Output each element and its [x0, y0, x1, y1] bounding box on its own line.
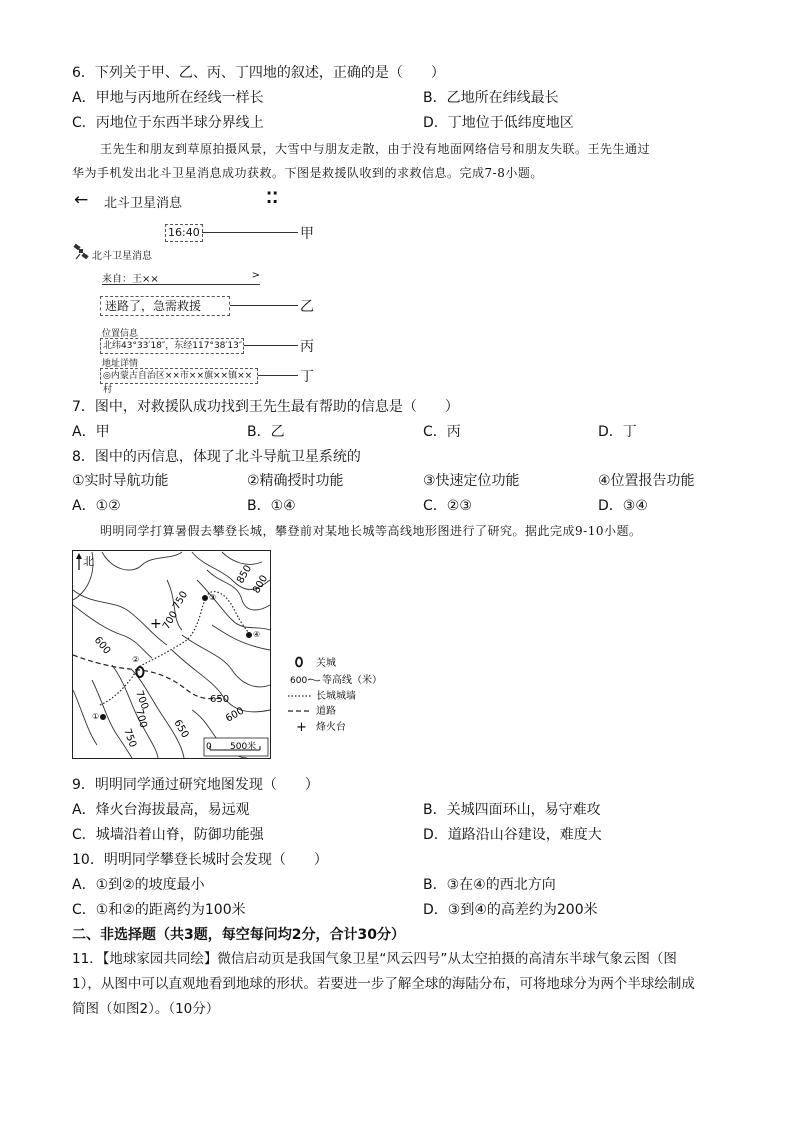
point-label-1: ① — [92, 712, 100, 721]
from-arrow-icon: > — [251, 270, 260, 281]
contour-label-700-low: 700 — [133, 707, 149, 730]
q8-stem: 8．图中的丙信息，体现了北斗导航卫星系统的 — [72, 449, 361, 465]
passage-9-10: 明明同学打算暑假去攀登长城，攀登前对某地长城等高线地形图进行了研究。据此完成9-10小题。 — [100, 524, 642, 538]
contour-label-650-low: 650 — [171, 718, 191, 741]
q6-stem: 6．下列关于甲、乙、丙、丁四地的叙述，正确的是（ ） — [72, 65, 445, 81]
legend-beacon: 烽火台 — [316, 722, 346, 733]
time-box — [165, 224, 203, 242]
back-arrow-icon: ← — [74, 190, 89, 210]
coords-text: 北纬43°33′18″，东经117°38′13″ — [103, 341, 243, 351]
contour-map-svg — [72, 550, 382, 762]
address-title: 地址详情 — [102, 359, 139, 369]
svg-text:+: + — [296, 720, 307, 735]
coords-box — [100, 338, 244, 354]
label-ding: 丁 — [300, 369, 314, 385]
menu-dots-icon: ⁚⁚ — [266, 188, 279, 207]
q7-stem: 7．图中，对救援队成功找到王先生最有帮助的信息是（ ） — [72, 399, 459, 415]
contour-label-750-top: 750 — [171, 589, 191, 612]
label-bing: 丙 — [300, 339, 314, 355]
point-label-3: ③ — [209, 593, 217, 602]
from-text: 来自：王×× — [102, 274, 159, 285]
q10-stem: 10．明明同学攀登长城时会发现（ ） — [72, 852, 328, 868]
q8-option-c: C．②③ — [423, 498, 472, 514]
q11-line1: 11．【地球家园共同绘】微信启动页是我国气象卫星“风云四号”从太空拍摄的高清东半球气象云图（图 — [72, 951, 677, 967]
section-2-heading: 二、非选择题（共3题，每空每问均2分，合计30分） — [72, 927, 405, 943]
from-line — [102, 270, 260, 285]
address-text: ◎内蒙古自治区××市××旗××镇××村 — [103, 371, 253, 395]
q8-option-d: D．③④ — [598, 498, 648, 514]
q8-function-1: ①实时导航功能 — [72, 473, 169, 489]
location-title: 位置信息 — [102, 329, 139, 339]
message-text: 迷路了，急需救援 — [105, 299, 202, 313]
q8-function-3: ③快速定位功能 — [423, 473, 520, 489]
legend-contour: 等高线（米） — [322, 675, 382, 686]
contour-label-700-top: 700 — [161, 609, 181, 632]
contour-map-figure — [72, 550, 382, 762]
point-label-2: ② — [132, 655, 140, 664]
beidou-message-figure — [70, 186, 330, 395]
q6-option-c: C．丙地位于东西半球分界线上 — [72, 115, 264, 131]
leader-line-jia — [202, 232, 298, 233]
contour-label-700-bottom: 700 — [133, 689, 151, 711]
point-label-4: ④ — [253, 630, 261, 639]
address-box — [100, 368, 258, 395]
legend-contour-value: 600 — [290, 676, 308, 686]
label-jia: 甲 — [300, 226, 314, 242]
q11-line3: 简图（如图2）。（10分） — [72, 1001, 220, 1017]
contour-label-600-left: 600 — [91, 634, 113, 657]
label-yi: 乙 — [300, 299, 314, 315]
time-text: 16:40 — [168, 226, 200, 239]
q8-function-4: ④位置报告功能 — [598, 473, 695, 489]
q9-option-c: C．城墙沿着山脊，防御功能强 — [72, 827, 264, 843]
scale-label: 500米 — [230, 742, 257, 752]
q8-function-2: ②精确授时功能 — [247, 473, 344, 489]
contour-label-850: 850 — [235, 563, 255, 586]
q10-option-c: C．①和②的距离约为100米 — [72, 902, 246, 918]
contour-label-750-low: 750 — [121, 727, 139, 749]
legend-road: 道路 — [316, 706, 336, 717]
q6-option-d: D．丁地位于低纬度地区 — [423, 115, 574, 131]
leader-line-ding — [258, 375, 298, 376]
q9-option-b: B．关城四面环山，易守难攻 — [423, 802, 601, 818]
contour-label-800: 800 — [251, 573, 271, 596]
legend-pass: 关城 — [316, 658, 336, 669]
leader-line-bing — [244, 345, 298, 346]
satellite-icon — [72, 243, 90, 265]
q9-option-d: D．道路沿山谷建设，难度大 — [423, 827, 602, 843]
q9-option-a: A．烽火台海拔最高，易远观 — [72, 802, 250, 818]
contour-label-600-right: 600 — [224, 705, 247, 725]
q7-option-d: D．丁 — [598, 424, 637, 440]
q7-option-b: B．乙 — [247, 424, 285, 440]
contour-label-650-right: 650 — [210, 694, 230, 705]
passage-7-8-line1: 王先生和朋友到草原拍摄风景，大雪中与朋友走散，由于没有地面网络信号和朋友失联。王先生通过 — [100, 142, 651, 156]
q6-option-b: B．乙地所在纬线最长 — [423, 90, 559, 106]
q7-option-c: C．丙 — [423, 424, 461, 440]
q10-option-d: D．③到④的高差约为200米 — [423, 902, 598, 918]
leader-line-yi — [230, 305, 298, 306]
sat-title: 北斗卫星消息 — [92, 251, 152, 262]
north-label: 北 — [83, 555, 94, 568]
legend-wall: 长城城墙 — [316, 691, 356, 702]
passage-7-8-line2: 华为手机发出北斗卫星消息成功获救。下图是救援队收到的求救信息。完成7-8小题。 — [72, 166, 543, 180]
q7-option-a: A．甲 — [72, 424, 110, 440]
q6-option-a: A．甲地与丙地所在经线一样长 — [72, 90, 264, 106]
message-box — [100, 296, 230, 316]
q11-line2: 1），从图中可以直观地看到地球的形状。若要进一步了解全球的海陆分布，可将地球分为两个半球绘制成 — [72, 976, 695, 992]
beacon-icon: + — [150, 616, 162, 632]
scale-zero: 0 — [206, 742, 212, 752]
q8-option-a: A．①② — [72, 498, 121, 514]
q9-stem: 9．明明同学通过研究地图发现（ ） — [72, 777, 319, 793]
q10-option-b: B．③在④的西北方向 — [423, 877, 556, 893]
q8-option-b: B．①④ — [247, 498, 296, 514]
q10-option-a: A．①到②的坡度最小 — [72, 877, 205, 893]
phone-header-title: 北斗卫星消息 — [104, 196, 183, 211]
